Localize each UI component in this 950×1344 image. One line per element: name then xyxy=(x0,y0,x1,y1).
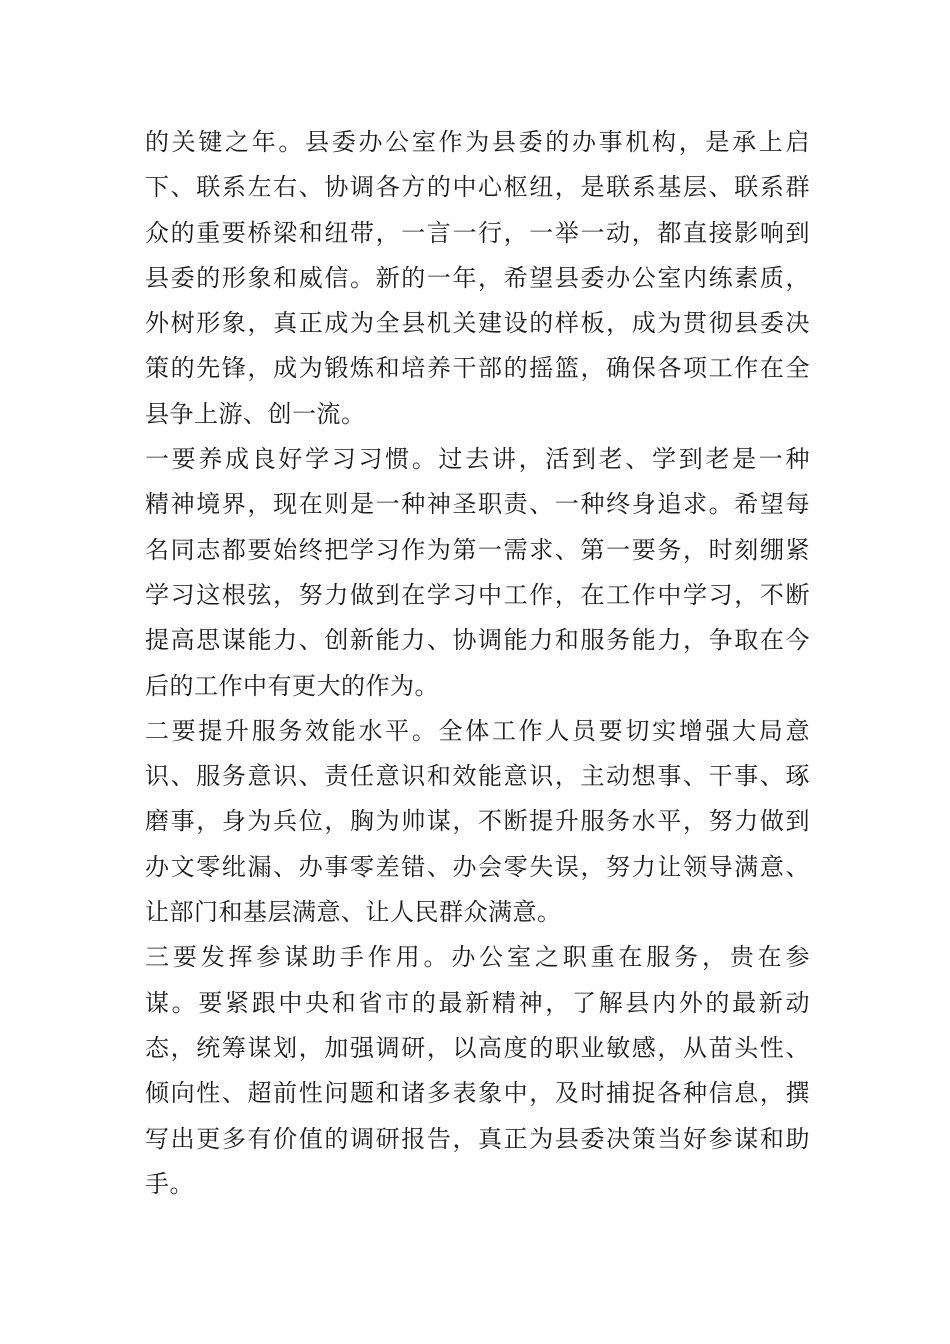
text-line: 县委的形象和威信。新的一年，希望县委办公室内练素质， xyxy=(145,263,810,292)
text-line: 让部门和基层满意、让人民群众满意。 xyxy=(145,898,562,927)
text-line: 办文零纰漏、办事零差错、办会零失误，努力让领导满意、 xyxy=(145,852,810,881)
text-line: 写出更多有价值的调研报告，真正为县委决策当好参谋和助 xyxy=(145,1124,810,1153)
text-line: 外树形象，真正成为全县机关建设的样板，成为贯彻县委决 xyxy=(145,309,810,338)
paragraph xyxy=(145,120,810,437)
text-line: 名同志都要始终把学习作为第一需求、第一要务，时刻绷紧 xyxy=(145,535,810,564)
paragraph xyxy=(145,709,810,935)
text-line: 谋。要紧跟中央和省市的最新精神，了解县内外的最新动 xyxy=(145,988,810,1017)
text-line: 后的工作中有更大的作为。 xyxy=(145,671,439,700)
text-line: 三要发挥参谋助手作用。办公室之职重在服务，贵在参 xyxy=(145,943,810,972)
text-line: 的关键之年。县委办公室作为县委的办事机构，是承上启 xyxy=(145,128,810,156)
text-line: 提高思谋能力、创新能力、协调能力和服务能力，争取在今 xyxy=(145,626,810,655)
text-line: 县争上游、创一流。 xyxy=(145,399,366,428)
text-line: 下、联系左右、协调各方的中心枢纽，是联系基层、联系群 xyxy=(145,173,810,202)
document-body xyxy=(145,120,810,1207)
text-line: 精神境界，现在则是一种神圣职责、一种终身追求。希望每 xyxy=(145,490,810,519)
text-line: 倾向性、超前性问题和诸多表象中，及时捕捉各种信息，撰 xyxy=(145,1079,810,1108)
paragraph xyxy=(145,935,810,1207)
text-line: 一要养成良好学习习惯。过去讲，活到老、学到老是一种 xyxy=(145,445,810,474)
text-line: 磨事，身为兵位，胸为帅谋，不断提升服务水平，努力做到 xyxy=(145,807,810,836)
text-line: 众的重要桥梁和纽带，一言一行，一举一动，都直接影响到 xyxy=(145,218,810,247)
text-line: 识、服务意识、责任意识和效能意识，主动想事、干事、琢 xyxy=(145,762,810,791)
paragraph xyxy=(145,437,810,709)
text-line: 策的先锋，成为锻炼和培养干部的摇篮，确保各项工作在全 xyxy=(145,354,810,383)
text-line: 手。 xyxy=(145,1169,194,1198)
text-line: 态，统筹谋划，加强调研，以高度的职业敏感，从苗头性、 xyxy=(145,1033,810,1062)
text-line: 学习这根弦，努力做到在学习中工作，在工作中学习，不断 xyxy=(145,580,810,609)
text-line: 二要提升服务效能水平。全体工作人员要切实增强大局意 xyxy=(145,716,810,745)
